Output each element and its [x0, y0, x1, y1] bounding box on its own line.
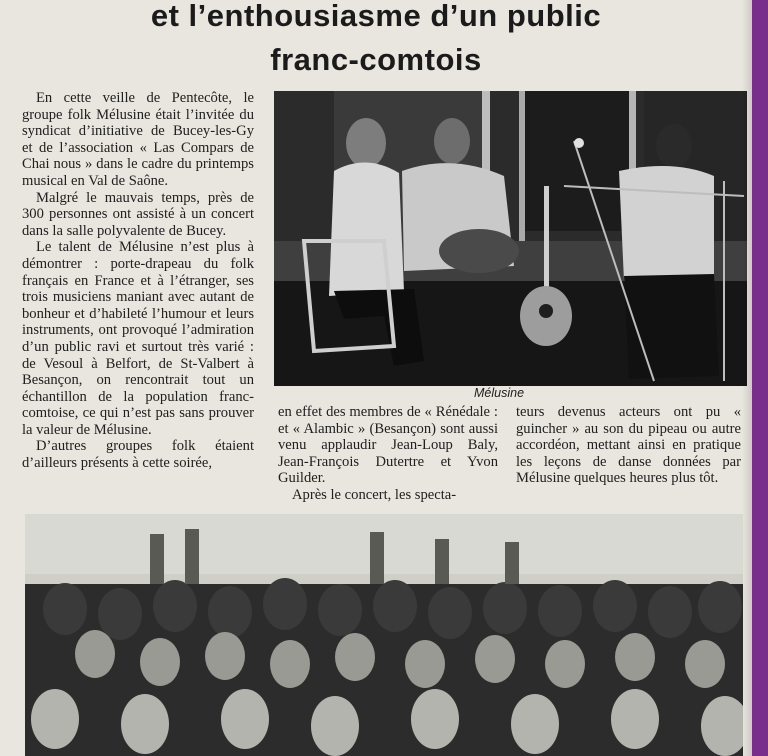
band-photo-illustration: [274, 91, 747, 386]
audience-photo-illustration: [25, 514, 743, 756]
article-paragraph: teurs devenus acteurs ont pu « guincher » au son du pipeau ou autre accordéon, mettant ainsi en pratique les leçons de danse données par Mélusine quelques heures plus tôt.: [516, 404, 741, 487]
article-paragraph: Le talent de Mélusine n’est plus à démontrer : porte-drapeau du folk français en France et à l’étranger, ses trois musiciens maniant avec autant de bonheur et d’habileté l’humour et leurs instruments, ont provoqué l’admiration d’un public ravi et surtout très varié : de Vesoul à Belfort, de St-Valbert à Besançon, on rencontrait tout un échantillon de la population franc-comtoise, ce qui n’est pas sans prouver la valeur de Mélusine.: [22, 239, 254, 438]
article-column-2: [278, 404, 498, 504]
article-paragraph: Après le concert, les specta-: [292, 486, 457, 503]
photo-caption: Mélusine: [474, 386, 525, 400]
band-photo: [274, 91, 747, 386]
article-paragraph: Malgré le mauvais temps, près de 300 personnes ont assisté à un concert dans la salle polyvalente de Bucey.: [22, 189, 254, 239]
headline-line-2: franc-comtois: [270, 42, 482, 77]
article-column-1: [22, 90, 254, 472]
article-paragraph: En cette veille de Pentecôte, le groupe folk Mélusine était l’invitée du syndicat d’initiative de Bucey-les-Gy et de l’association « Las Compars de Chai nous » dans le cadre du printemps musical en Val de Saône.: [22, 90, 254, 189]
audience-photo: [25, 514, 743, 756]
headline-line-1: et l’enthousiasme d’un public: [150, 0, 602, 33]
article-column-3: [516, 404, 741, 487]
article-paragraph: en effet des membres de « Rénédale : et « Alambic » (Besançon) sont aussi venu applaudir Jean-Loup Baly, Jean-François Dutertre et Yvon Guilder.: [278, 404, 498, 487]
article-paragraph: D’autres groupes folk étaient d’ailleurs présents à cette soirée,: [22, 438, 254, 472]
